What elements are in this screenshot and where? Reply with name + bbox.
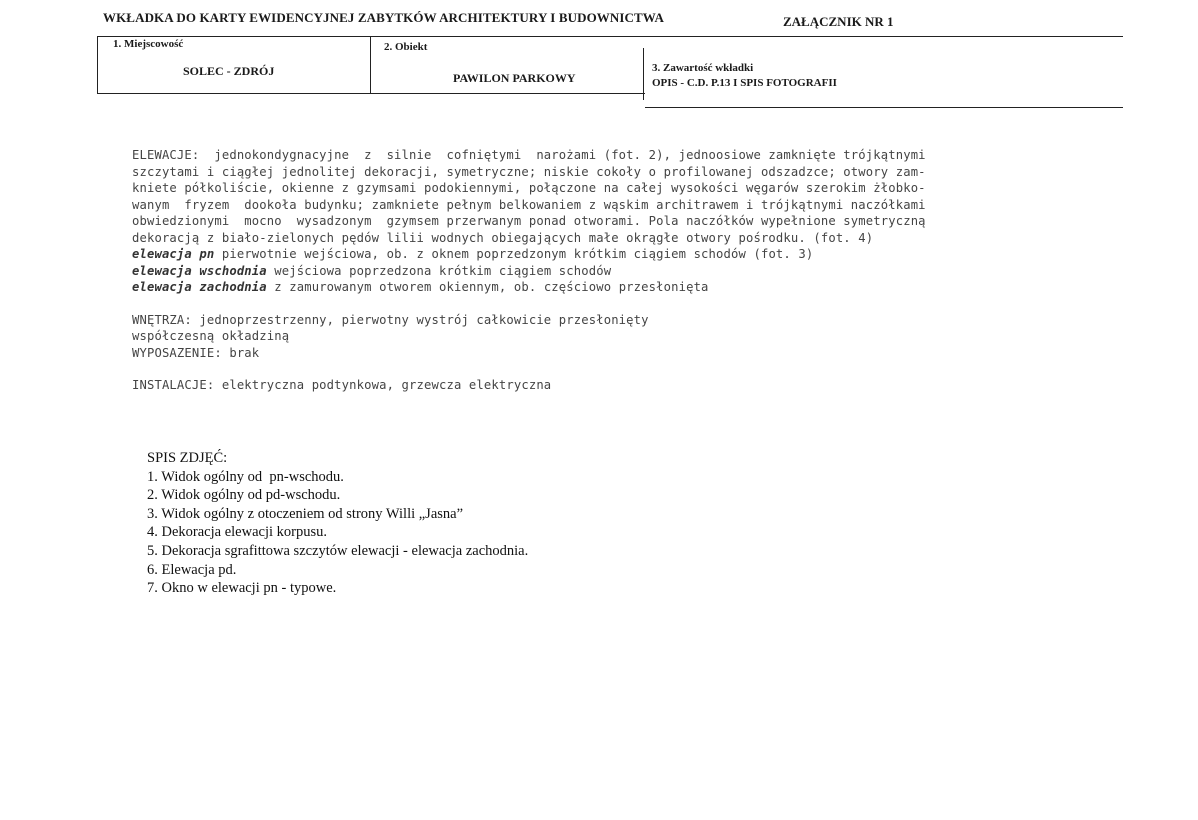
contents-value: OPIS - C.D. P.13 I SPIS FOTOGRAFII	[652, 77, 837, 89]
elewacja-wsch-label: elewacja wschodnia	[132, 263, 267, 278]
spacer	[132, 361, 1182, 377]
attachment-label: ZAŁĄCZNIK NR 1	[783, 14, 894, 29]
table-divider-middle	[370, 36, 371, 93]
photo-list	[147, 449, 528, 598]
photo-list-item: 1. Widok ogólny od pn-wschodu.	[147, 468, 344, 485]
elewacja-pn-label: elewacja pn	[132, 247, 215, 261]
elewacja-pn-text: pierwotnie wejściowa, ob. z oknem poprzedzonym krótkim ciągiem schodów (fot. 3)	[214, 247, 814, 261]
table-divider-right	[643, 48, 644, 100]
table-line-top	[97, 36, 1123, 37]
contents-label: 3. Zawartość wkładki	[652, 62, 754, 74]
place-label: 1. Miejscowość	[113, 38, 184, 50]
photo-list-item: 3. Widok ogólny z otoczeniem od strony Willi „Jasna”	[147, 505, 464, 522]
elewacje-line: kniete półkoliście, okienne z gzymsami podokiennymi, połączone na całej wysokości węgarów szerokim żłobko-	[132, 181, 926, 195]
elewacja-zach-text: z zamurowanym otworem okiennym, ob. częściowo przesłonięta	[266, 280, 709, 294]
elewacje-line: wanym fryzem dookoła budynku; zamkniete pełnym belkowaniem z wąskim architrawem i trójkątnymi naczółkami	[132, 197, 926, 212]
elewacja-wsch-text: wejściowa poprzedzona krótkim ciągiem schodów	[266, 263, 612, 278]
table-line-bottom-right	[645, 107, 1123, 108]
elewacje-line: obwiedzionymi mocno wysadzonym gzymsem przerwanym ponad otworami. Pola naczółków wypełnione symetryczną	[132, 214, 926, 228]
elewacje-line: dekoracją z biało-zielonych pędów lilii wodnych obiegających małe okrągłe otwory pośrodku. (fot. 4)	[132, 230, 874, 245]
place-value: SOLEC - ZDRÓJ	[183, 64, 275, 78]
elewacja-wsch-line	[132, 263, 1182, 280]
photo-list-item: 4. Dekoracja elewacji korpusu.	[147, 524, 327, 541]
elewacja-pn-line	[132, 246, 1182, 263]
photo-list-heading: SPIS ZDJĘĆ:	[147, 450, 228, 466]
document-title: WKŁADKA DO KARTY EWIDENCYJNEJ ZABYTKÓW ARCHITEKTURY I BUDOWNICTWA	[103, 10, 664, 25]
photo-list-item: 2. Widok ogólny od pd-wschodu.	[147, 487, 341, 504]
elewacje-line: szczytami i ciągłej jednolitej dekoracji, symetryczne; niskie cokoły o profilowanej odszadzce; otwory zam-	[132, 164, 926, 179]
spacer	[132, 296, 1182, 312]
object-value: PAWILON PARKOWY	[453, 71, 576, 85]
elewacja-zach-line	[132, 279, 1182, 296]
object-label: 2. Obiekt	[384, 41, 428, 53]
photo-list-item: 6. Elewacja pd.	[147, 561, 237, 578]
description-body	[132, 147, 1182, 394]
elewacje-line: ELEWACJE: jednokondygnacyjne z silnie cofniętymi narożami (fot. 2), jednoosiowe zamknięte trójkątnymi	[132, 148, 926, 162]
photo-list-item: 7. Okno w elewacji pn - typowe.	[147, 580, 337, 597]
wnetrza-line: WNĘTRZA: jednoprzestrzenny, pierwotny wystrój całkowicie przesłonięty	[132, 312, 649, 327]
instalacje-line: INSTALACJE: elektryczna podtynkowa, grzewcza elektryczna	[132, 378, 552, 392]
photo-list-item: 5. Dekoracja sgrafittowa szczytów elewacji - elewacja zachodnia.	[147, 542, 529, 559]
table-line-bottom	[97, 93, 645, 94]
wnetrza-line: współczesną okładziną	[132, 329, 290, 343]
wyposazenie-line: WYPOSAZENIE: brak	[132, 345, 260, 360]
elewacja-zach-label: elewacja zachodnia	[132, 280, 267, 294]
table-divider-left	[97, 36, 98, 93]
